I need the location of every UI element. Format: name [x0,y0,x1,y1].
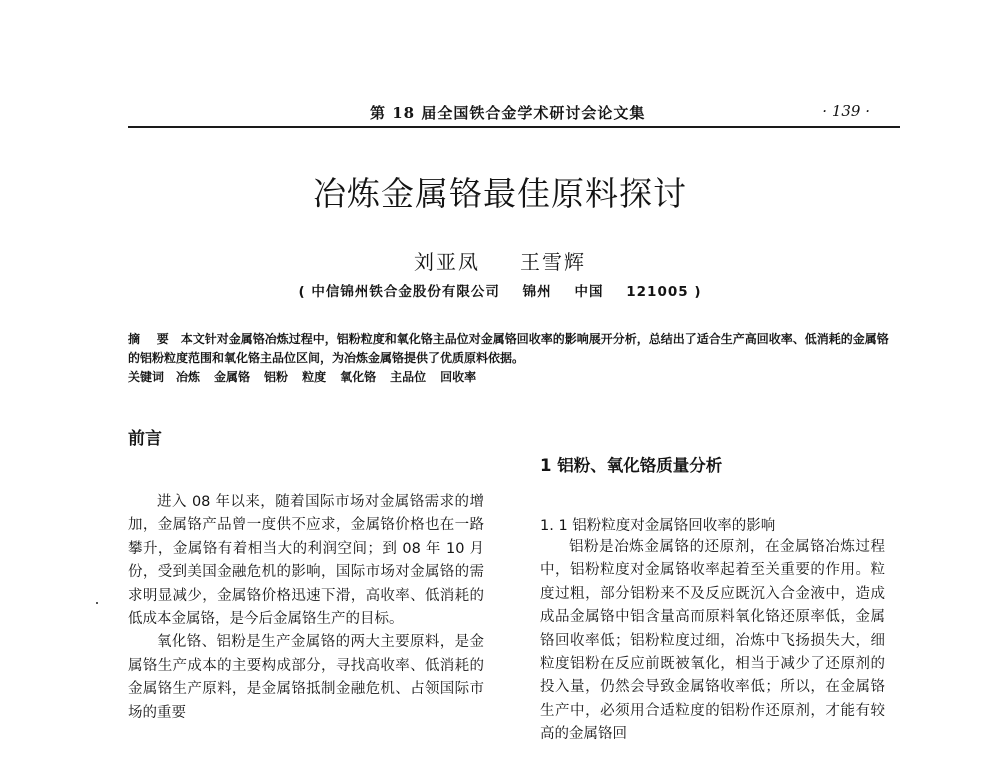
keyword: 铝粉 [264,370,289,384]
keyword: 主品位 [390,370,427,384]
body-paragraph: 进入 08 年以来，随着国际市场对金属铬需求的增加，金属铬产品曾一度供不应求，金属铬价格也在一路攀升，金属铬有着相当大的利润空间；到 08 年 10 月份，受到美国金融危机的影响，国际市场对金属铬的需求明显减少，金属铬价格迅速下滑，高收率、低消耗的低成本金属铬，是今后金属铬生产的目标。 [128,494,484,628]
abstract [128,330,900,368]
right-column [540,452,885,747]
keyword: 回收率 [440,370,477,384]
abstract-label: 摘 要 [128,332,169,346]
keyword: 氧化铬 [340,370,377,384]
intro-heading: 前言 [128,429,162,449]
section-heading: 1 铝粉、氧化铬质量分析 [540,456,723,475]
scan-speck [96,602,98,604]
running-header [128,98,900,128]
keyword: 冶炼 [176,370,201,384]
author-name: 王雪辉 [520,250,586,274]
authors [0,246,1000,275]
journal-title: 第 18 届全国铁合金学术研讨会论文集 [370,104,646,122]
affiliation: ( 中信锦州铁合金股份有限公司 锦州 中国 121005 ) [298,284,702,300]
author-name: 刘亚凤 [414,250,480,274]
body-paragraph: 铝粉是冶炼金属铬的还原剂，在金属铬冶炼过程中，铝粉粒度对金属铬收率起着至关重要的作用。粒度过粗，部分铝粉来不及反应既沉入合金液中，造成成品金属铬中铝含量高而原料氧化铬还原率低，金属铬回收率低；铝粉粒度过细，冶炼中飞扬损失大，细粒度铝粉在反应前既被氧化，相当于减少了还原剂的投入量，仍然会导致金属铬收率低；所以，在金属铬生产中，必须用合适粒度的铝粉作还原剂，才能有较高的金属铬回 [540,539,885,743]
keywords-label: 关键词 [128,370,165,384]
keyword: 粒度 [302,370,327,384]
paper-title: 冶炼金属铬最佳原料探讨 [313,174,687,213]
keywords [128,368,900,387]
keyword: 金属铬 [214,370,251,384]
abstract-block [128,330,900,387]
page-number: · 139 · [822,102,870,120]
abstract-text: 本文针对金属铬冶炼过程中，铝粉粒度和氧化铬主品位对金属铬回收率的影响展开分析，总结出了适合生产高回收率、低消耗的金属铬的铝粉粒度范围和氧化铬主品位区间，为冶炼金属铬提供了优质原料依据。 [128,332,889,365]
left-column [128,424,484,725]
subsection-heading: 1. 1 铝粉粒度对金属铬回收率的影响 [540,518,776,534]
body-paragraph: 氧化铬、铝粉是生产金属铬的两大主要原料，是金属铬生产成本的主要构成部分，寻找高收率、低消耗的金属铬生产原料，是金属铬抵制金融危机、占领国际市场的重要 [128,634,484,721]
